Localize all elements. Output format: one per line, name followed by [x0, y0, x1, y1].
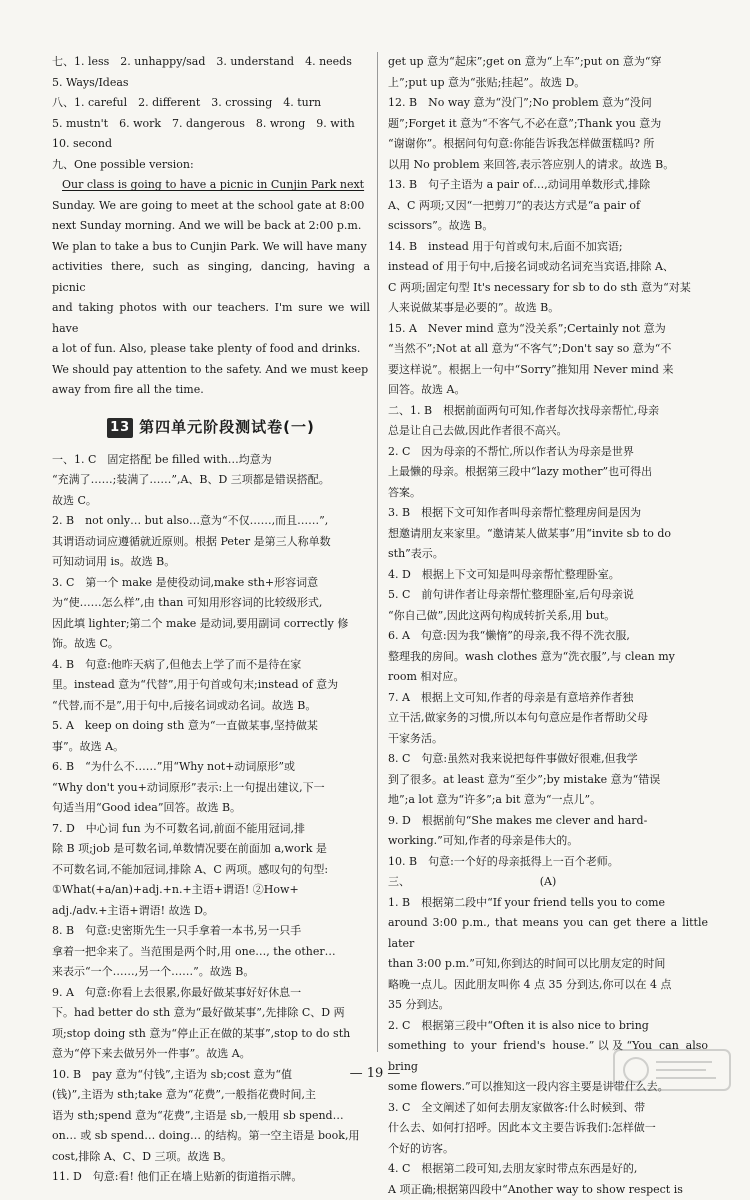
section-label-san: 三、: [388, 875, 410, 888]
text-line: 9. A 句意:你看上去很累,你最好做某事好好休息一: [52, 983, 370, 1004]
text-line: get up 意为“起床”;get on 意为“上车”;put on 意为“穿: [388, 52, 708, 73]
text-line: A 项正确;根据第四段中“Another way to show respect is: [388, 1180, 708, 1200]
text-line: 立干活,做家务的习惯,所以本句句意应是作者帮助父母: [388, 708, 708, 729]
text-line: “谢谢你”。根据问句句意:你能告诉我怎样做蛋糕吗? 所: [388, 134, 708, 155]
column-divider: [377, 52, 378, 1052]
essay-line: We should pay attention to the safety. And we must keep: [52, 360, 370, 381]
text-line: something to your friend's house.”以及“You can also bring: [388, 1036, 708, 1077]
text-line: 地”;a lot 意为“许多”;a bit 意为“一点儿”。: [388, 790, 708, 811]
text-line: 饰。故选 C。: [52, 634, 370, 655]
text-line: 除 B 项;job 是可数名词,单数情况要在前面加 a,work 是: [52, 839, 370, 860]
text-line: 2. C 因为母亲的不帮忙,所以作者认为母亲是世界: [388, 442, 708, 463]
text-line: 4. D 根据上下文可知是叫母亲帮忙整理卧室。: [388, 565, 708, 586]
text-line: 以用 No problem 来回答,表示答应别人的请求。故选 B。: [388, 155, 708, 176]
right-column: [388, 52, 708, 1200]
watermark-logo-icon: [612, 1046, 732, 1094]
text-line: 九、One possible version:: [52, 155, 370, 176]
text-line: 到了很多。at least 意为“至少”;by mistake 意为“错误: [388, 770, 708, 791]
text-line: 其谓语动词应遵循就近原则。根据 Peter 是第三人称单数: [52, 532, 370, 553]
text-line: 5. Ways/Ideas: [52, 73, 370, 94]
text-line: 干家务活。: [388, 729, 708, 750]
text-line: 七、1. less 2. unhappy/sad 3. understand 4. needs: [52, 52, 370, 73]
text-line: 要这样说”。根据上一句中“Sorry”推知用 Never mind 来: [388, 360, 708, 381]
text-line: 答案。: [388, 483, 708, 504]
text-line: 8. B 句意:史密斯先生一只手拿着一本书,另一只手: [52, 921, 370, 942]
text-line: 6. B “为什么不……”用“Why not+动词原形”或: [52, 757, 370, 778]
text-line: 语为 sth;spend 意为“花费”,主语是 sb,一般用 sb spend…: [52, 1106, 370, 1127]
text-line: C 两项;固定句型 It's necessary for sb to do sth 意为“对某: [388, 278, 708, 299]
text-line: “代替,而不是”,用于句中,后接名词或动名词。故选 B。: [52, 696, 370, 717]
text-line: 来表示“一个……,另一个……”。故选 B。: [52, 962, 370, 983]
text-line: 7. A 根据上文可知,作者的母亲是有意培养作者独: [388, 688, 708, 709]
text-line: 15. A Never mind 意为“没关系”;Certainly not 意为: [388, 319, 708, 340]
text-line: 二、1. B 根据前面两句可知,作者每次找母亲帮忙,母亲: [388, 401, 708, 422]
text-line: room 相对应。: [388, 667, 708, 688]
section-heading: [52, 417, 370, 438]
text-line: 10. second: [52, 134, 370, 155]
text-line: 11. D 句意:看! 他们正在墙上贴新的街道指示牌。: [52, 1167, 370, 1188]
text-line: scissors”。故选 B。: [388, 216, 708, 237]
text-line: 4. C 根据第二段可知,去朋友家时带点东西是好的,: [388, 1159, 708, 1180]
text-line: 略晚一点儿。因此朋友叫你 4 点 35 分到达,你可以在 4 点: [388, 975, 708, 996]
text-line: 想邀请朋友来家里。“邀请某人做某事”用“invite sb to do: [388, 524, 708, 545]
text-line: 1. B 根据第二段中“If your friend tells you to come: [388, 893, 708, 914]
text-line: 10. B pay 意为“付钱”,主语为 sb;cost 意为“值: [52, 1065, 370, 1086]
text-line: 2. C 根据第三段中“Often it is also nice to bring: [388, 1016, 708, 1037]
text-line: working.”可知,作者的母亲是伟大的。: [388, 831, 708, 852]
text-line: “你自己做”,因此这两句构成转折关系,用 but。: [388, 606, 708, 627]
left-column: [52, 52, 370, 1188]
text-line: 3. C 全文阐述了如何去朋友家做客:什么时候到、带: [388, 1098, 708, 1119]
essay-line: and taking photos with our teachers. I'm sure we will have: [52, 298, 370, 339]
text-line: 题”;Forget it 意为“不客气,不必在意”;Thank you 意为: [388, 114, 708, 135]
text-line: 个好的访客。: [388, 1139, 708, 1160]
text-line: 回答。故选 A。: [388, 380, 708, 401]
text-line: 35 分到达。: [388, 995, 708, 1016]
text-line: 12. B No way 意为“没门”;No problem 意为“没问: [388, 93, 708, 114]
page-number: — 19 —: [0, 1066, 750, 1081]
text-line: 7. D 中心词 fun 为不可数名词,前面不能用冠词,排: [52, 819, 370, 840]
text-line: adj./adv.+主语+谓语! 故选 D。: [52, 901, 370, 922]
text-line: 意为“停下来去做另外一件事”。故选 A。: [52, 1044, 370, 1065]
section-label-row: [388, 872, 708, 893]
text-line: instead of 用于句中,后接名词或动名词充当宾语,排除 A、: [388, 257, 708, 278]
text-line: 项;stop doing sth 意为“停止正在做的某事”,stop to do sth: [52, 1024, 370, 1045]
essay-line: next Sunday morning. And we will be back at 2:00 p.m.: [52, 216, 370, 237]
text-line: 什么去、如何打招呼。因此本文主要告诉我们:怎样做一: [388, 1118, 708, 1139]
essay-line: Sunday. We are going to meet at the school gate at 8:00: [52, 196, 370, 217]
text-line: 八、1. careful 2. different 3. crossing 4. turn: [52, 93, 370, 114]
text-line: A、C 两项;又因“一把剪刀”的表达方式是“a pair of: [388, 196, 708, 217]
text-line: 8. C 句意:虽然对我来说把每件事做好很难,但我学: [388, 749, 708, 770]
text-line: 可知动词用 is。故选 B。: [52, 552, 370, 573]
text-line: 3. C 第一个 make 是使役动词,make sth+形容词意: [52, 573, 370, 594]
essay-line: a lot of fun. Also, please take plenty of food and drinks.: [52, 339, 370, 360]
subsection-label-a: (A): [388, 872, 708, 893]
text-line: 13. B 句子主语为 a pair of…,动词用单数形式,排除: [388, 175, 708, 196]
text-line: around 3:00 p.m., that means you can get there a little later: [388, 913, 708, 954]
text-line: 事”。故选 A。: [52, 737, 370, 758]
text-line: 句适当用“Good idea”回答。故选 B。: [52, 798, 370, 819]
text-line: 故选 C。: [52, 491, 370, 512]
text-line: 总是让自己去做,因此作者很不高兴。: [388, 421, 708, 442]
text-line: on… 或 sb spend… doing… 的结构。第一空主语是 book,用: [52, 1126, 370, 1147]
text-line: 一、1. C 固定搭配 be filled with…均意为: [52, 450, 370, 471]
text-line: some flowers.”可以推知这一段内容主要是讲带什么去。: [388, 1077, 708, 1098]
text-line: 上”;put up 意为“张贴;挂起”。故选 D。: [388, 73, 708, 94]
text-line: 上最懒的母亲。根据第三段中“lazy mother”也可得出: [388, 462, 708, 483]
text-line: 人来说做某事是必要的”。故选 B。: [388, 298, 708, 319]
text-line: ①What(+a/an)+adj.+n.+主语+谓语! ②How+: [52, 880, 370, 901]
text-line: “充满了……;装满了……”,A、B、D 三项都是错误搭配。: [52, 470, 370, 491]
text-line: 5. A keep on doing sth 意为“一直做某事,坚持做某: [52, 716, 370, 737]
text-line: (钱)”,主语为 sth;take 意为“花费”,一般指花费时间,主: [52, 1085, 370, 1106]
text-line: cost,排除 A、C、D 三项。故选 B。: [52, 1147, 370, 1168]
text-line: 14. B instead 用于句首或句末,后面不加宾语;: [388, 237, 708, 258]
text-line: 4. B 句意:他昨天病了,但他去上学了而不是待在家: [52, 655, 370, 676]
section-number-badge: 13: [107, 418, 133, 438]
text-line: 2. B not only… but also…意为“不仅……,而且……”,: [52, 511, 370, 532]
text-line: than 3:00 p.m.”可知,你到达的时间可以比朋友定的时间: [388, 954, 708, 975]
text-line: 6. A 句意:因为我“懒惰”的母亲,我不得不洗衣服,: [388, 626, 708, 647]
essay-line: We plan to take a bus to Cunjin Park. We will have many: [52, 237, 370, 258]
text-line: 9. D 根据前句“She makes me clever and hard-: [388, 811, 708, 832]
text-line: 整理我的房间。wash clothes 意为“洗衣服”,与 clean my: [388, 647, 708, 668]
text-line: 里。instead 意为“代替”,用于句首或句末;instead of 意为: [52, 675, 370, 696]
text-line: 5. C 前句讲作者让母亲帮忙整理卧室,后句母亲说: [388, 585, 708, 606]
text-line: “Why don't you+动词原形”表示:上一句提出建议,下一: [52, 778, 370, 799]
text-line: 5. mustn't 6. work 7. dangerous 8. wrong 9. with: [52, 114, 370, 135]
text-line: sth”表示。: [388, 544, 708, 565]
text-line: 不可数名词,不能加冠词,排除 A、C 两项。感叹句的句型:: [52, 860, 370, 881]
text-line: 拿着一把伞来了。当范围是两个时,用 one…, the other…: [52, 942, 370, 963]
text-line: 因此填 lighter;第二个 make 是动词,要用副词 correctly 修: [52, 614, 370, 635]
essay-line: away from fire all the time.: [52, 380, 370, 401]
text-line: 3. B 根据下文可知作者叫母亲帮忙整理房间是因为: [388, 503, 708, 524]
text-line: “当然不”;Not at all 意为“不客气”;Don't say so 意为“不: [388, 339, 708, 360]
text-line: 10. B 句意:一个好的母亲抵得上一百个老师。: [388, 852, 708, 873]
essay-line: activities there, such as singing, dancing, having a picnic: [52, 257, 370, 298]
section-title: 第四单元阶段测试卷(一): [139, 418, 315, 436]
text-line: 为“使……怎么样”,由 than 可知用形容词的比较级形式,: [52, 593, 370, 614]
essay-line-underlined: Our class is going to have a picnic in Cunjin Park next: [52, 175, 370, 196]
text-line: 下。had better do sth 意为“最好做某事”,先排除 C、D 两: [52, 1003, 370, 1024]
